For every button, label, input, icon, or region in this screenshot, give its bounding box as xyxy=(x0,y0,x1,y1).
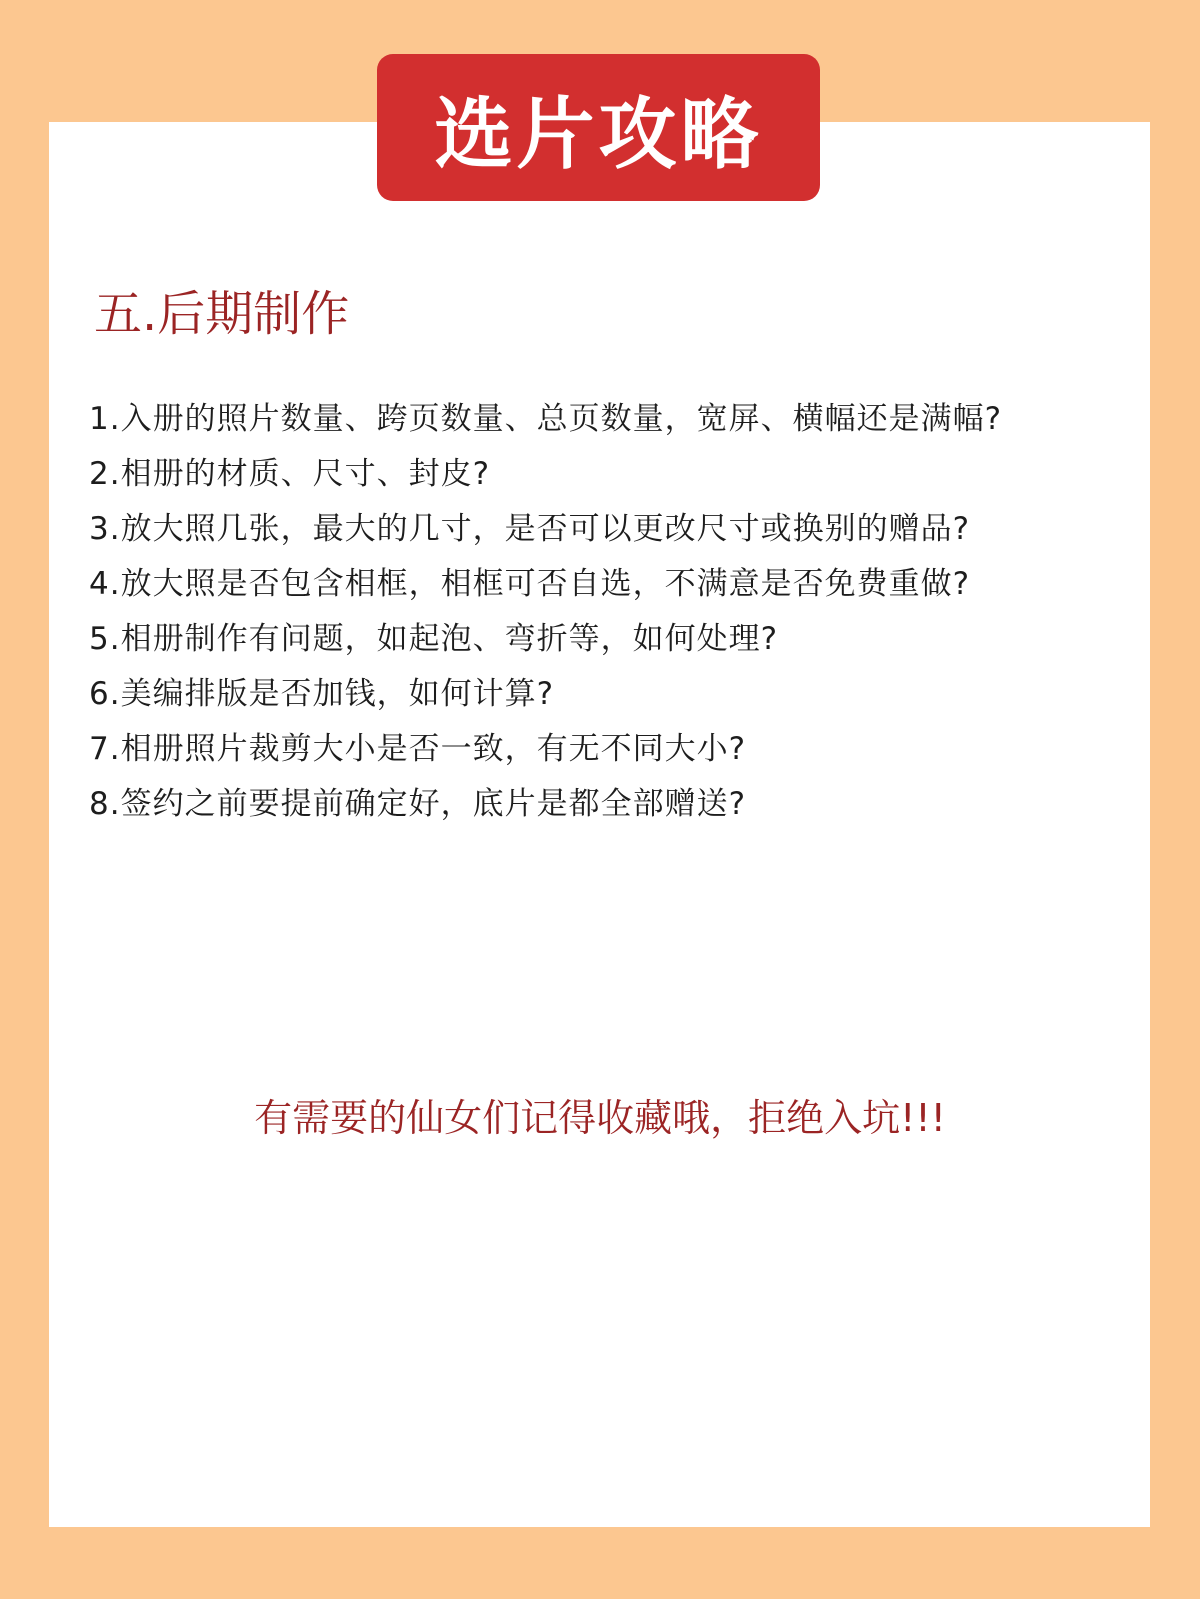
footer-note: 有需要的仙女们记得收藏哦，拒绝入坑!!! xyxy=(254,1096,946,1140)
list-item: 2.相册的材质、尺寸、封皮? xyxy=(89,456,491,492)
list-item: 4.放大照是否包含相框，相框可否自选，不满意是否免费重做? xyxy=(89,566,971,602)
list-item: 7.相册照片裁剪大小是否一致，有无不同大小? xyxy=(89,731,747,767)
title-badge xyxy=(377,54,820,201)
list-item: 5.相册制作有问题，如起泡、弯折等，如何处理? xyxy=(89,621,779,657)
list-item: 1.入册的照片数量、跨页数量、总页数量，宽屏、横幅还是满幅? xyxy=(89,401,1003,437)
list-item: 6.美编排版是否加钱，如何计算? xyxy=(89,676,555,712)
section-heading: 五.后期制作 xyxy=(94,286,350,342)
question-list xyxy=(89,392,1129,832)
page-title: 选片攻略 xyxy=(434,89,763,180)
list-item: 3.放大照几张，最大的几寸，是否可以更改尺寸或换别的赠品? xyxy=(89,511,971,547)
list-item: 8.签约之前要提前确定好，底片是都全部赠送? xyxy=(89,786,747,822)
